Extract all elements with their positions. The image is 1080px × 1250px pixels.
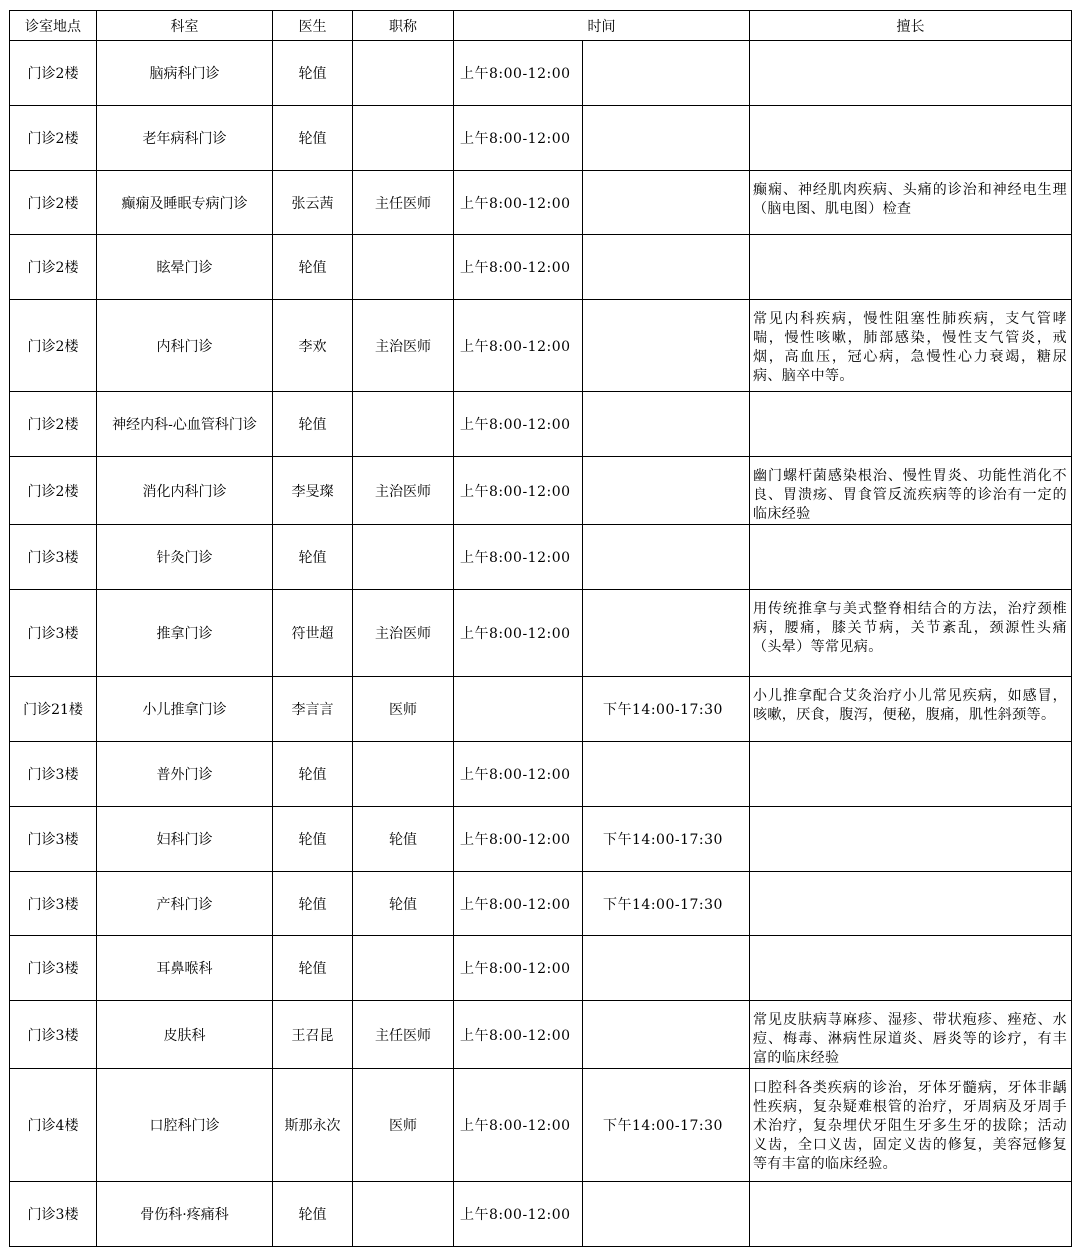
specialty-cell: 幽门螺杆菌感染根治、慢性胃炎、功能性消化不良、胃溃疡、胃食管反流疾病等的诊治有一定的临床经验 (750, 457, 1072, 525)
schedule-body (10, 41, 1072, 1247)
title-cell: 主治医师 (353, 457, 454, 525)
header-specialty: 擅长 (750, 11, 1072, 41)
afternoon-time-cell (583, 742, 750, 807)
afternoon-time-cell (583, 457, 750, 525)
department-cell: 眩晕门诊 (97, 235, 273, 300)
department-cell: 皮肤科 (97, 1001, 273, 1069)
specialty-cell: 常见皮肤病荨麻疹、湿疹、带状疱疹、痤疮、水痘、梅毒、淋病性尿道炎、唇炎等的诊疗，有丰富的临床经验 (750, 1001, 1072, 1069)
department-cell: 口腔科门诊 (97, 1069, 273, 1182)
afternoon-time-cell (583, 41, 750, 106)
title-cell: 轮值 (353, 872, 454, 936)
title-cell (353, 525, 454, 590)
specialty-cell (750, 392, 1072, 457)
title-cell: 医师 (353, 1069, 454, 1182)
table-row (10, 807, 1072, 872)
table-row (10, 1069, 1072, 1182)
table-row (10, 936, 1072, 1001)
afternoon-time-cell (583, 392, 750, 457)
specialty-cell (750, 872, 1072, 936)
header-time: 时间 (454, 11, 750, 41)
department-cell: 耳鼻喉科 (97, 936, 273, 1001)
morning-time-cell: 上午8:00-12:00 (454, 41, 583, 106)
doctor-cell: 轮值 (273, 872, 353, 936)
afternoon-time-cell: 下午14:00-17:30 (583, 872, 750, 936)
morning-time-cell: 上午8:00-12:00 (454, 300, 583, 392)
doctor-cell: 符世超 (273, 590, 353, 677)
specialty-cell (750, 41, 1072, 106)
location-cell: 门诊3楼 (10, 742, 97, 807)
title-cell (353, 936, 454, 1001)
location-cell: 门诊3楼 (10, 872, 97, 936)
morning-time-cell: 上午8:00-12:00 (454, 1182, 583, 1247)
title-cell: 主任医师 (353, 1001, 454, 1069)
title-cell (353, 742, 454, 807)
morning-time-cell: 上午8:00-12:00 (454, 235, 583, 300)
location-cell: 门诊2楼 (10, 457, 97, 525)
location-cell: 门诊2楼 (10, 41, 97, 106)
doctor-cell: 李言言 (273, 677, 353, 742)
header-row (10, 11, 1072, 41)
morning-time-cell: 上午8:00-12:00 (454, 392, 583, 457)
department-cell: 推拿门诊 (97, 590, 273, 677)
location-cell: 门诊3楼 (10, 525, 97, 590)
doctor-cell: 轮值 (273, 106, 353, 171)
location-cell: 门诊2楼 (10, 300, 97, 392)
doctor-cell: 轮值 (273, 235, 353, 300)
header-doctor: 医生 (273, 11, 353, 41)
table-row (10, 677, 1072, 742)
specialty-cell: 口腔科各类疾病的诊治，牙体牙髓病，牙体非龋性疾病，复杂疑难根管的治疗，牙周病及牙周手术治疗，复杂埋伏牙阻生牙多生牙的拔除；活动义齿，全口义齿，固定义齿的修复，美容冠修复等有丰富的临床经验。 (750, 1069, 1072, 1182)
table-row (10, 872, 1072, 936)
doctor-cell: 轮值 (273, 525, 353, 590)
afternoon-time-cell: 下午14:00-17:30 (583, 677, 750, 742)
table-row (10, 590, 1072, 677)
title-cell (353, 106, 454, 171)
afternoon-time-cell (583, 936, 750, 1001)
doctor-cell: 轮值 (273, 742, 353, 807)
afternoon-time-cell: 下午14:00-17:30 (583, 1069, 750, 1182)
location-cell: 门诊21楼 (10, 677, 97, 742)
doctor-cell: 轮值 (273, 807, 353, 872)
specialty-cell (750, 807, 1072, 872)
afternoon-time-cell (583, 525, 750, 590)
morning-time-cell: 上午8:00-12:00 (454, 872, 583, 936)
department-cell: 消化内科门诊 (97, 457, 273, 525)
specialty-cell (750, 936, 1072, 1001)
title-cell: 主任医师 (353, 171, 454, 235)
table-row (10, 41, 1072, 106)
table-row (10, 742, 1072, 807)
table-row (10, 457, 1072, 525)
morning-time-cell: 上午8:00-12:00 (454, 106, 583, 171)
header-title: 职称 (353, 11, 454, 41)
location-cell: 门诊2楼 (10, 106, 97, 171)
morning-time-cell: 上午8:00-12:00 (454, 590, 583, 677)
department-cell: 小儿推拿门诊 (97, 677, 273, 742)
department-cell: 骨伤科·疼痛科 (97, 1182, 273, 1247)
afternoon-time-cell (583, 171, 750, 235)
morning-time-cell (454, 677, 583, 742)
department-cell: 妇科门诊 (97, 807, 273, 872)
specialty-cell (750, 525, 1072, 590)
morning-time-cell: 上午8:00-12:00 (454, 457, 583, 525)
doctor-cell: 轮值 (273, 41, 353, 106)
morning-time-cell: 上午8:00-12:00 (454, 807, 583, 872)
title-cell (353, 235, 454, 300)
schedule-sheet (9, 10, 1072, 1247)
title-cell (353, 41, 454, 106)
location-cell: 门诊3楼 (10, 1001, 97, 1069)
afternoon-time-cell (583, 1001, 750, 1069)
specialty-cell (750, 106, 1072, 171)
afternoon-time-cell (583, 1182, 750, 1247)
table-row (10, 525, 1072, 590)
table-row (10, 1001, 1072, 1069)
afternoon-time-cell (583, 235, 750, 300)
doctor-cell: 王召昆 (273, 1001, 353, 1069)
doctor-cell: 轮值 (273, 1182, 353, 1247)
morning-time-cell: 上午8:00-12:00 (454, 936, 583, 1001)
morning-time-cell: 上午8:00-12:00 (454, 1069, 583, 1182)
location-cell: 门诊4楼 (10, 1069, 97, 1182)
title-cell: 轮值 (353, 807, 454, 872)
location-cell: 门诊2楼 (10, 235, 97, 300)
department-cell: 老年病科门诊 (97, 106, 273, 171)
department-cell: 普外门诊 (97, 742, 273, 807)
afternoon-time-cell (583, 300, 750, 392)
department-cell: 内科门诊 (97, 300, 273, 392)
table-row (10, 171, 1072, 235)
title-cell (353, 1182, 454, 1247)
doctor-cell: 张云茜 (273, 171, 353, 235)
table-row (10, 392, 1072, 457)
location-cell: 门诊2楼 (10, 171, 97, 235)
doctor-cell: 李欢 (273, 300, 353, 392)
department-cell: 神经内科-心血管科门诊 (97, 392, 273, 457)
doctor-cell: 斯那永次 (273, 1069, 353, 1182)
table-row (10, 106, 1072, 171)
department-cell: 针灸门诊 (97, 525, 273, 590)
doctor-cell: 轮值 (273, 936, 353, 1001)
location-cell: 门诊3楼 (10, 590, 97, 677)
location-cell: 门诊3楼 (10, 1182, 97, 1247)
department-cell: 癫痫及睡眠专病门诊 (97, 171, 273, 235)
specialty-cell (750, 235, 1072, 300)
title-cell: 医师 (353, 677, 454, 742)
doctor-cell: 李旻璨 (273, 457, 353, 525)
specialty-cell: 癫痫、神经肌肉疾病、头痛的诊治和神经电生理（脑电图、肌电图）检查 (750, 171, 1072, 235)
clinic-schedule-table (9, 10, 1072, 1247)
header-location: 诊室地点 (10, 11, 97, 41)
table-row (10, 235, 1072, 300)
title-cell: 主治医师 (353, 590, 454, 677)
afternoon-time-cell (583, 590, 750, 677)
afternoon-time-cell (583, 106, 750, 171)
afternoon-time-cell: 下午14:00-17:30 (583, 807, 750, 872)
specialty-cell (750, 742, 1072, 807)
location-cell: 门诊2楼 (10, 392, 97, 457)
location-cell: 门诊3楼 (10, 936, 97, 1001)
table-row (10, 1182, 1072, 1247)
specialty-cell: 小儿推拿配合艾灸治疗小儿常见疾病，如感冒，咳嗽，厌食，腹泻，便秘，腹痛，肌性斜颈等。 (750, 677, 1072, 742)
specialty-cell (750, 1182, 1072, 1247)
table-row (10, 300, 1072, 392)
title-cell (353, 392, 454, 457)
morning-time-cell: 上午8:00-12:00 (454, 1001, 583, 1069)
specialty-cell: 常见内科疾病，慢性阻塞性肺疾病，支气管哮喘，慢性咳嗽，肺部感染，慢性支气管炎，戒烟，高血压，冠心病，急慢性心力衰竭，糖尿病、脑卒中等。 (750, 300, 1072, 392)
morning-time-cell: 上午8:00-12:00 (454, 171, 583, 235)
department-cell: 脑病科门诊 (97, 41, 273, 106)
specialty-cell: 用传统推拿与美式整脊相结合的方法，治疗颈椎病，腰痛，膝关节病，关节紊乱，颈源性头痛（头晕）等常见病。 (750, 590, 1072, 677)
header-department: 科室 (97, 11, 273, 41)
location-cell: 门诊3楼 (10, 807, 97, 872)
morning-time-cell: 上午8:00-12:00 (454, 525, 583, 590)
doctor-cell: 轮值 (273, 392, 353, 457)
department-cell: 产科门诊 (97, 872, 273, 936)
title-cell: 主治医师 (353, 300, 454, 392)
morning-time-cell: 上午8:00-12:00 (454, 742, 583, 807)
